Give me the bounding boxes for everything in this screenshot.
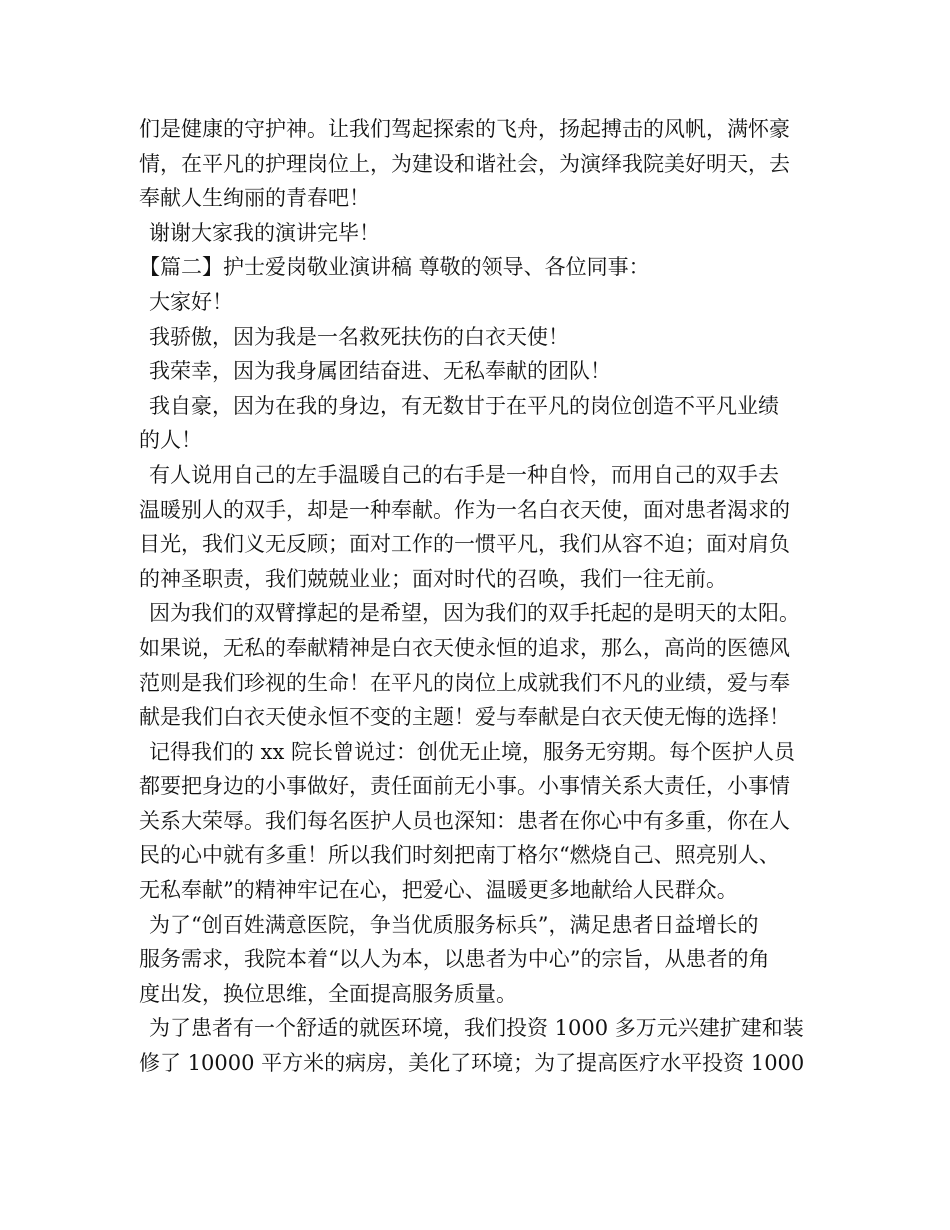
text-line: 关系大荣辱。我们每名医护人员也深知：患者在你心中有多重，你在人 (139, 808, 790, 833)
text-line: 目光，我们义无反顾；面对工作的一惯平凡，我们从容不迫；面对肩负 (139, 532, 790, 557)
document-body (139, 112, 829, 1081)
text-line: 为了“创百姓满意医院，争当优质服务标兵”，满足患者日益增长的 (149, 912, 759, 937)
text-line: 为了患者有一个舒适的就医环境，我们投资 1000 多万元兴建扩建和装 (149, 1016, 804, 1041)
text-line: 我荣幸，因为我身属团结奋进、无私奉献的团队！ (149, 359, 611, 384)
text-line: 奉献人生绚丽的青春吧！ (139, 186, 370, 211)
text-line: 如果说，无私的奉献精神是白衣天使永恒的追求，那么，高尚的医德风 (139, 635, 790, 660)
text-line: 我自豪，因为在我的身边，有无数甘于在平凡的岗位创造不平凡业绩 (149, 393, 779, 418)
text-line: 都要把身边的小事做好，责任面前无小事。小事情关系大责任，小事情 (139, 774, 790, 799)
text-line: 记得我们的 xx 院长曾说过：创优无止境，服务无穷期。每个医护人员 (149, 739, 796, 764)
text-line: 范则是我们珍视的生命！在平凡的岗位上成就我们不凡的业绩，爱与奉 (139, 670, 790, 695)
text-line: 修了 10000 平方米的病房，美化了环境；为了提高医疗水平投资 1000 (139, 1051, 805, 1076)
text-line: 无私奉献”的精神牢记在心，把爱心、温暖更多地献给人民群众。 (139, 878, 738, 903)
text-line: 献是我们白衣天使永恒不变的主题！爱与奉献是白衣天使无悔的选择！ (139, 705, 790, 730)
text-line: 的人！ (139, 428, 202, 453)
text-line: 服务需求，我院本着“以人为本，以患者为中心”的宗旨，从患者的角 (139, 947, 770, 972)
text-line: 民的心中就有多重！所以我们时刻把南丁格尔“燃烧自己、照亮别人、 (139, 843, 780, 868)
text-line: 因为我们的双臂撑起的是希望，因为我们的双手托起的是明天的太阳。 (149, 601, 800, 626)
text-line: 们是健康的守护神。让我们驾起探索的飞舟，扬起搏击的风帆，满怀豪 (139, 117, 790, 141)
text-line: 【篇二】护士爱岗敬业演讲稿 尊敬的领导、各位同事： (139, 255, 650, 280)
text-line: 度出发，换位思维，全面提高服务质量。 (139, 981, 517, 1006)
text-line: 有人说用自己的左手温暖自己的右手是一种自怜，而用自己的双手去 (149, 462, 779, 487)
text-line: 大家好！ (149, 289, 233, 314)
text-line: 温暖别人的双手，却是一种奉献。作为一名白衣天使，面对患者渴求的 (139, 497, 790, 522)
text-line: 的神圣职责，我们兢兢业业；面对时代的召唤，我们一往无前。 (139, 566, 727, 591)
text-line: 情，在平凡的护理岗位上，为建设和谐社会，为演绎我院美好明天，去 (139, 151, 790, 176)
text-line: 我骄傲，因为我是一名救死扶伤的白衣天使！ (149, 324, 569, 349)
text-line: 谢谢大家我的演讲完毕！ (149, 220, 380, 245)
